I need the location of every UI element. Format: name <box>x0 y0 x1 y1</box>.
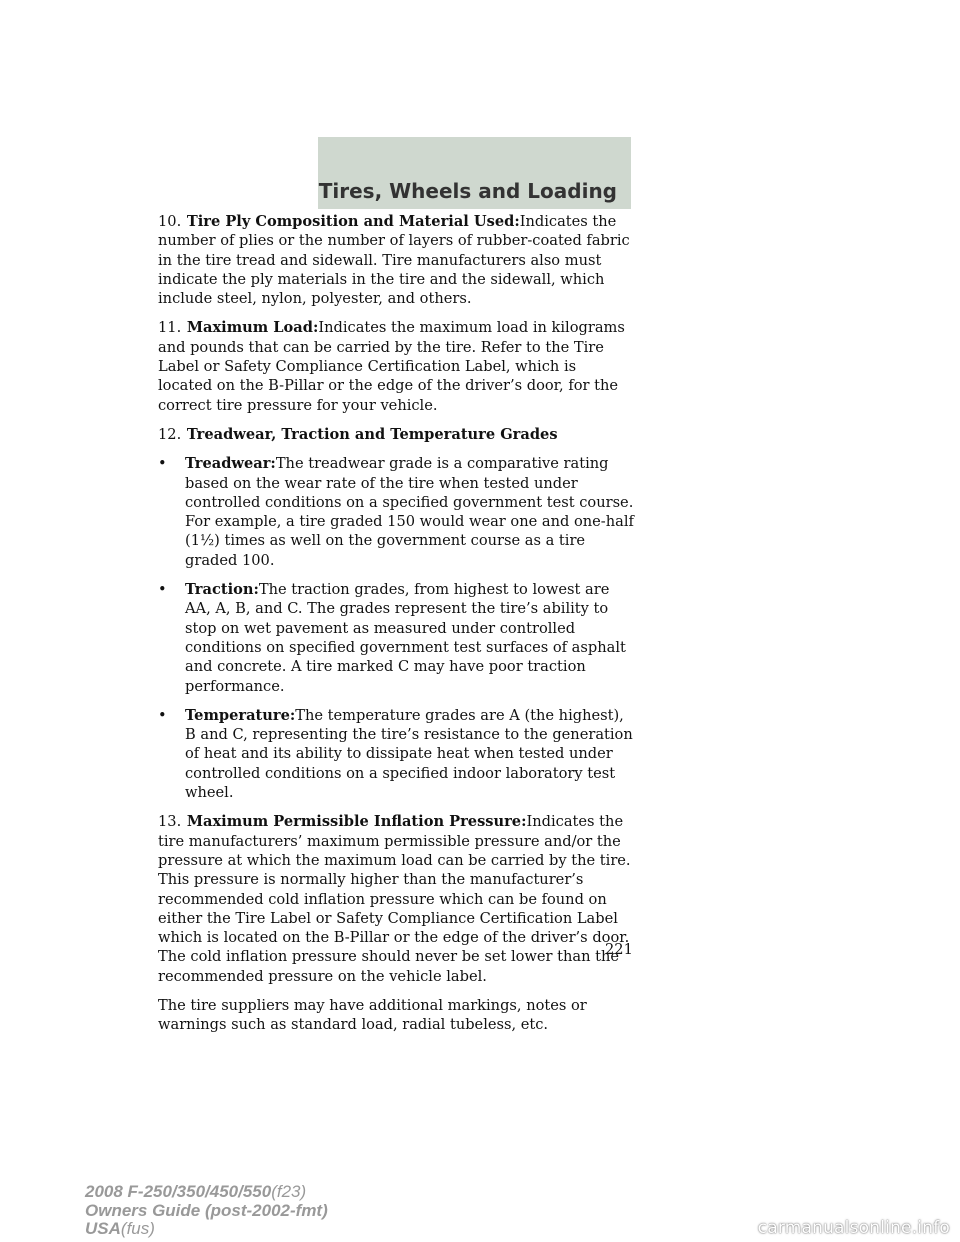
bullet-text: The temperature grades are A (the highest), B and C, representing the tire’s resistance to the generation of heat and its ability to dissipate heat when tested under controlled conditions on a specified indoor laboratory test wheel. <box>185 706 633 802</box>
bullet-text: The treadwear grade is a comparative rating based on the wear rate of the tire when tested under controlled conditions on a specified government test course. For example, a tire graded 150 would wear one and one-half (1½) times as well on the government course as a tire graded 100. <box>185 455 634 569</box>
page-number: 221 <box>605 941 633 958</box>
footer-guide: Owners Guide (post-2002-fmt) <box>85 1200 328 1220</box>
bullet-label: Temperature: <box>185 706 296 724</box>
document-footer <box>85 1183 328 1239</box>
item-12 <box>158 425 634 444</box>
footer-model-line <box>85 1183 328 1202</box>
item-10 <box>158 212 634 308</box>
header-band <box>318 137 631 209</box>
bullet-marker: • <box>158 581 167 599</box>
item-text: Indicates the maximum load in kilograms and pounds that can be carried by the tire. Refer to the Tire Label or Safety Compliance Certification Label, which is located on the B-Pillar or the edge of the driver’s door, for the correct tire pressure for your vehicle. <box>158 319 625 414</box>
footer-region-code: (fus) <box>120 1219 155 1238</box>
item-number: 12. <box>158 425 182 443</box>
bullet-temperature <box>158 706 634 802</box>
bullet-marker: • <box>158 455 167 473</box>
watermark-link[interactable]: carmanualsonline.info <box>757 1218 950 1238</box>
bullet-marker: • <box>158 706 167 724</box>
closing-paragraph: The tire suppliers may have additional markings, notes or warnings such as standard load, radial tubeless, etc. <box>158 996 587 1034</box>
item-text: Indicates the tire manufacturers’ maximum permissible pressure and/or the pressure at which the maximum load can be carried by the tire. This pressure is normally higher than the manufacturer’s recommended cold inflation pressure which can be found on either the Tire Label or Safety Compliance Certification Label which is located on the B-Pillar or the edge of the driver’s door. The cold inflation pressure should never be set lower than the recommended pressure on the vehicle label. <box>158 813 631 985</box>
item-number: 10. <box>158 213 182 230</box>
footer-region: USA <box>85 1219 121 1238</box>
item-13 <box>158 812 634 986</box>
bullet-traction <box>158 580 634 696</box>
item-label: Treadwear, Traction and Temperature Grades <box>186 425 558 443</box>
section-title: Tires, Wheels and Loading <box>318 179 617 203</box>
bullet-label: Treadwear: <box>185 455 276 473</box>
footer-model: 2008 F-250/350/450/550 <box>85 1182 272 1201</box>
item-label: Tire Ply Composition and Material Used: <box>186 213 520 230</box>
item-number: 13. <box>158 813 182 831</box>
item-11 <box>158 318 634 414</box>
footer-region-line <box>85 1220 328 1239</box>
item-label: Maximum Load: <box>186 319 319 337</box>
item-label: Maximum Permissible Inflation Pressure: <box>186 813 527 831</box>
footer-model-code: (f23) <box>271 1182 307 1201</box>
bullet-treadwear <box>158 454 634 570</box>
bullet-label: Traction: <box>185 581 259 599</box>
page-body <box>158 212 634 1045</box>
item-text: Indicates the number of plies or the number of layers of rubber-coated fabric in the tire tread and sidewall. Tire manufacturers also must indicate the ply materials in the tire and the sidewall, which include steel, nylon, polyester, and others. <box>158 213 630 308</box>
item-number: 11. <box>158 319 182 337</box>
bullet-text: The traction grades, from highest to lowest are AA, A, B, and C. The grades represent the tire’s ability to stop on wet pavement as measured under controlled conditions on specified government test surfaces of asphalt and concrete. A tire marked C may have poor traction performance. <box>185 581 626 695</box>
